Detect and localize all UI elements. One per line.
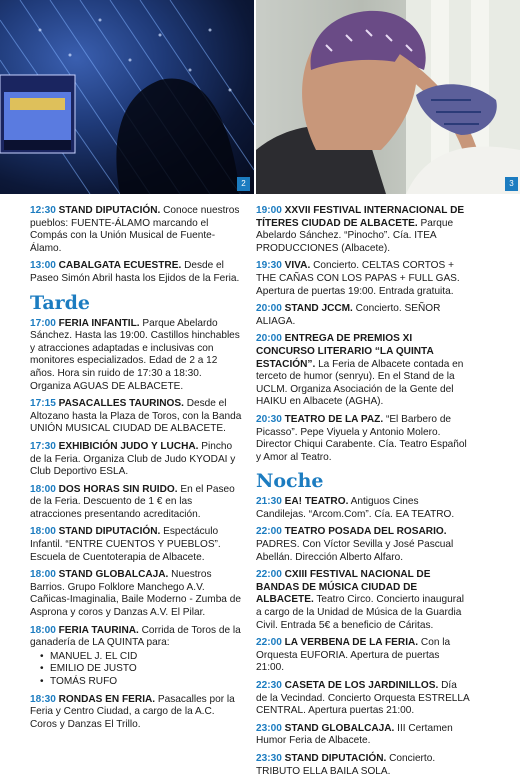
event-title: TEATRO DE LA PAZ. — [284, 413, 384, 425]
event-title: FERIA TAURINA. — [58, 624, 139, 636]
event-description: Concierto. CELTAS CORTOS + THE CAÑAS CON LOS PAPAS + FULL GAS. Apertura de puertas 19:00. Entrada gratuita. — [256, 260, 460, 297]
event-title: STAND GLOBALCAJA. — [58, 569, 169, 581]
page-number-badge: 3 — [505, 177, 518, 191]
event-description: Antiguos Cines Candilejas. “Arcom.Com”. Cía. EA TEATRO. — [256, 496, 455, 520]
event-title: STAND JCCM. — [284, 303, 353, 315]
event-title: STAND DIPUTACIÓN. — [58, 526, 161, 538]
right-column — [256, 205, 470, 783]
left-column — [30, 205, 244, 736]
event-description: La Feria de Albacete contada en terceto de humor (senryu). En el Stand de la UCLM. Organiza Asociación de la Gente del HAIKU en Albacete (AGHA). — [256, 358, 464, 408]
concert-photo — [0, 0, 254, 194]
event-description: Concierto. SEÑOR ALIAGA. — [256, 303, 441, 327]
event-description: Concierto. TRIBUTO ELLA BAILA SOLA. — [256, 752, 436, 777]
list-item: • TOMÁS RUFO — [40, 676, 244, 689]
page-number-badge: 2 — [237, 177, 250, 191]
event-title: STAND DIPUTACIÓN. — [284, 752, 387, 764]
event-entry — [256, 496, 470, 521]
event-entry — [30, 260, 244, 285]
event-time: 18:00 — [30, 624, 56, 636]
event-description: Conoce nuestros pueblos: FUENTE-ÁLAMO marcando el Compás con la Unión Musical de Fuente-Álamo. — [30, 205, 240, 254]
concert-lights-illustration — [0, 0, 254, 194]
event-entry — [256, 333, 470, 409]
event-entry — [30, 625, 244, 650]
event-time: 19:00 — [256, 205, 282, 216]
event-title: EXHIBICIÓN JUDO Y LUCHA. — [58, 440, 199, 452]
event-title: LA VERBENA DE LA FERIA. — [284, 637, 419, 649]
event-entry — [30, 441, 244, 479]
event-entry — [256, 680, 470, 718]
event-description: “El Barbero de Picasso”. Pepe Viyuela y Antonio Molero. Director Chiqui Carabente. Cía. Teatro Español y Amor al Teatro. — [256, 413, 467, 463]
event-entry — [30, 569, 244, 619]
event-description: Pasacalles por la Feria y Centro Ciudad, a cargo de la A.C. Coros y Danzas El Trillo. — [30, 693, 235, 730]
event-entry — [256, 637, 470, 675]
event-time: 21:30 — [256, 496, 282, 508]
event-entry — [256, 205, 470, 255]
event-description: En el Paseo de la Feria. Descuento de 1 € en las atracciones presentando acreditación. — [30, 483, 235, 520]
event-title: CXIII FESTIVAL NACIONAL DE BANDAS DE MÚSICA CIUDAD DE ALBACETE. — [256, 569, 431, 606]
event-time: 22:00 — [256, 637, 282, 649]
event-time: 22:00 — [256, 526, 282, 538]
event-entry — [256, 260, 470, 298]
bullfighters-list — [30, 651, 244, 689]
event-time: 23:00 — [256, 722, 282, 734]
event-title: ENTREGA DE PREMIOS XI CONCURSO LITERARIO “LA QUINTA ESTACIÓN”. — [256, 333, 434, 370]
event-entry — [30, 205, 244, 255]
event-time: 22:30 — [256, 680, 282, 691]
event-time: 20:00 — [256, 303, 282, 315]
event-time: 22:00 — [256, 569, 282, 581]
event-description: Espectáculo Infantil. “ENTRE CUENTOS Y PUEBLOS”. Escuela de Cuentoterapia de Albacete. — [30, 526, 221, 563]
event-title: STAND DIPUTACIÓN. — [58, 205, 161, 216]
event-time: 18:00 — [30, 483, 56, 495]
event-title: VIVA. — [284, 260, 311, 272]
event-description: Parque Abelardo Sánchez. “Pinocho”. Cía. ITEA PRODUCCIONES (Albacete). — [256, 217, 454, 254]
event-entry — [256, 526, 470, 564]
event-description: Nuestros Barrios. Grupo Folklore Manchego A.V. Cañicas-Imaginalia, Baile Moderno - Zumba de Asprona y coros y Danzas A.V. El Pilar. — [30, 569, 241, 619]
event-entry — [30, 694, 244, 732]
event-time: 18:00 — [30, 526, 56, 538]
event-entry — [256, 723, 470, 748]
event-time: 20:30 — [256, 413, 282, 425]
event-description: Teatro Circo. Concierto inaugural a cargo de la Unidad de Música de la Guardia Civil. Entrada 5€ a beneficio de Cáritas. — [256, 594, 464, 631]
event-title: DOS HORAS SIN RUIDO. — [58, 483, 178, 495]
event-entry — [30, 398, 244, 436]
event-title: XXVII FESTIVAL INTERNACIONAL DE TÍTERES CIUDAD DE ALBACETE. — [256, 205, 465, 229]
list-item: • EMILIO DE JUSTO — [40, 663, 244, 676]
man-bandana-illustration — [256, 0, 520, 194]
event-description: Desde el Paseo Simón Abril hasta los Ejidos de la Feria. — [30, 260, 240, 284]
event-time: 17:15 — [30, 398, 56, 410]
event-description: Desde el Altozano hasta la Plaza de Toros, con la Banda UNIÓN MUSICAL CIUDAD DE ALBACETE. — [30, 398, 242, 435]
event-time: 18:00 — [30, 569, 56, 581]
event-title: STAND GLOBALCAJA. — [284, 722, 395, 734]
event-title: CABALGATA ECUESTRE. — [58, 260, 182, 272]
event-entry — [256, 753, 470, 778]
section-heading-noche: Noche — [256, 470, 324, 493]
event-entry — [256, 569, 470, 632]
event-title: EA! TEATRO. — [284, 496, 349, 508]
event-entry — [256, 414, 470, 464]
event-title: PASACALLES TAURINOS. — [58, 398, 184, 410]
event-time: 18:30 — [30, 693, 56, 705]
list-item: • MANUEL J. EL CID — [40, 651, 244, 664]
event-description: Día de la Vecindad. Concierto Orquesta ESTRELLA CENTRAL. Apertura puertas 21:00. — [256, 680, 470, 717]
event-entry — [30, 484, 244, 522]
event-title: FERIA INFANTIL. — [58, 317, 140, 329]
event-time: 19:30 — [256, 260, 282, 272]
event-time: 23:30 — [256, 752, 282, 764]
event-title: CASETA DE LOS JARDINILLOS. — [284, 680, 439, 691]
event-description: PADRES. Con Víctor Sevilla y José Pascual Abellán. Dirección Alberto Alfaro. — [256, 539, 454, 563]
event-time: 12:30 — [30, 205, 56, 216]
event-description: Pincho de la Feria. Organiza Club de Judo KYODAI y Club Deportivo ESLA. — [30, 440, 236, 478]
event-entry — [30, 526, 244, 564]
event-time: 20:00 — [256, 333, 282, 345]
event-title: TEATRO POSADA DEL ROSARIO. — [284, 526, 447, 538]
event-title: RONDAS EN FERIA. — [58, 693, 156, 705]
event-description: Corrida de Toros de la ganadería de LA QUINTA para: — [30, 624, 241, 649]
event-time: 13:00 — [30, 260, 56, 272]
event-entry — [30, 318, 244, 394]
event-time: 17:00 — [30, 317, 56, 329]
section-heading-tarde: Tarde — [30, 291, 91, 314]
man-bandana-photo — [256, 0, 520, 194]
event-entry — [256, 303, 470, 328]
event-description: Parque Abelardo Sánchez. Hasta las 19:00. Castillos hinchables y atracciones adaptadas e inclusivas con monitores especializados. Edad de 2 a 12 años. Hora sin ruido de 17:30 a 18:30. Organiza AGUAS DE ALBACETE. — [30, 317, 240, 392]
event-description: III Certamen Humor Feria de Albacete. — [256, 722, 453, 747]
event-time: 17:30 — [30, 440, 56, 452]
event-description: Con la Orquesta EUFORIA. Apertura de puertas 21:00. — [256, 637, 451, 674]
